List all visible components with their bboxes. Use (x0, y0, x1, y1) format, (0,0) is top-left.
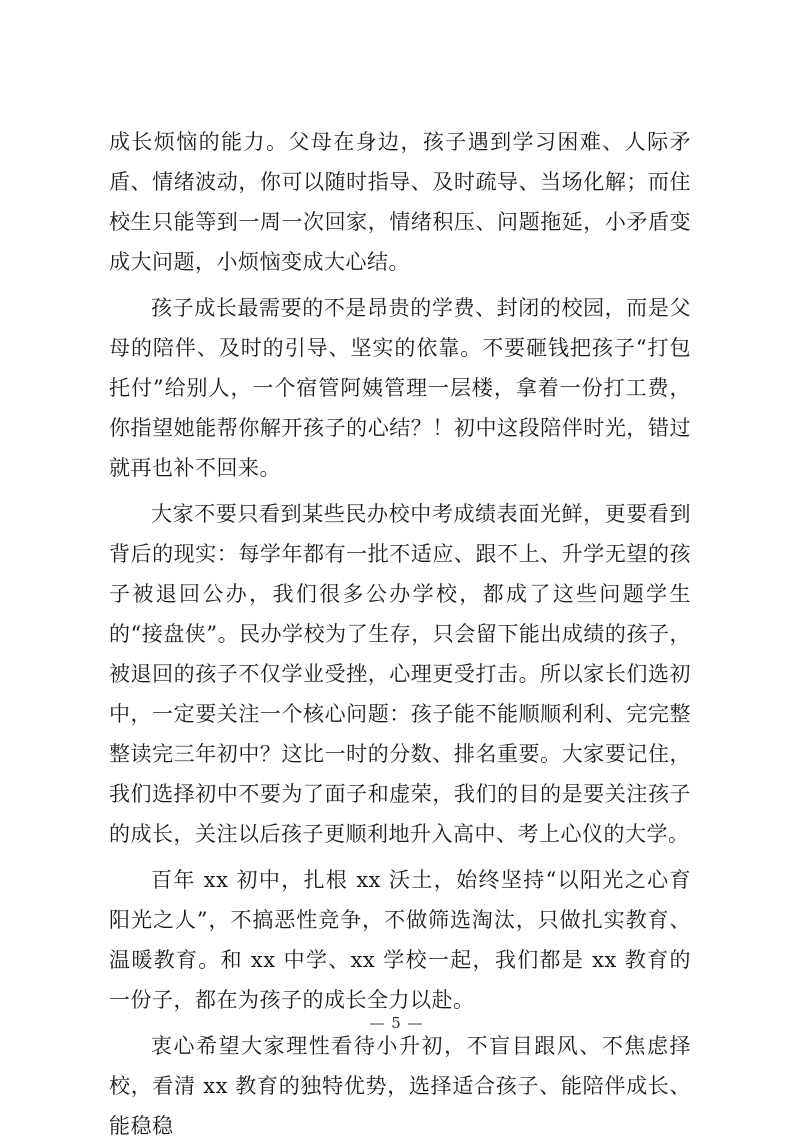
paragraph: 衷心希望大家理性看待小升初，不盲目跟风、不焦虑择校，看清 xx 教育的独特优势，选择适合孩子、能陪伴成长、能稳稳 (109, 1034, 691, 1138)
page-number: — 5 — (369, 1014, 424, 1032)
paragraph: 孩子成长最需要的不是昂贵的学费、封闭的校园，而是父母的陪伴、及时的引导、坚实的依靠。不要砸钱把孩子“打包托付”给别人，一个宿管阿姨管理一层楼，拿着一份打工费，你指望她能帮你解开孩子的心结？！初中这段陪伴时光，错过就再也补不回来。 (109, 296, 691, 480)
paragraph: 大家不要只看到某些民办校中考成绩表面光鲜，更要看到背后的现实：每学年都有一批不适应、跟不上、升学无望的孩子被退回公办，我们很多公办学校，都成了这些问题学生的“接盘侠”。民办学校为了生存，只会留下能出成绩的孩子，被退回的孩子不仅学业受挫，心理更受打击。所以家长们选初中，一定要关注一个核心问题：孩子能不能顺顺利利、完完整整读完三年初中？这比一时的分数、排名重要。大家要记住，我们选择初中不要为了面子和虚荣，我们的目的是要关注孩子的成长，关注以后孩子更顺利地升入高中、考上心仪的大学。 (109, 502, 691, 846)
paragraph-continuation: 成长烦恼的能力。父母在身边，孩子遇到学习困难、人际矛盾、情绪波动，你可以随时指导、及时疏导、当场化解；而住校生只能等到一周一次回家，情绪积压、问题拖延，小矛盾变成大问题，小烦恼变成大心结。 (109, 130, 691, 274)
paragraph: 百年 xx 初中，扎根 xx 沃土，始终坚持“以阳光之心育阳光之人”，不搞恶性竞争，不做筛选淘汰，只做扎实教育、温暖教育。和 xx 中学、xx 学校一起，我们都是 xx 教育的一份子，都在为孩子的成长全力以赴。 (109, 868, 691, 1012)
body-text (109, 122, 691, 1146)
